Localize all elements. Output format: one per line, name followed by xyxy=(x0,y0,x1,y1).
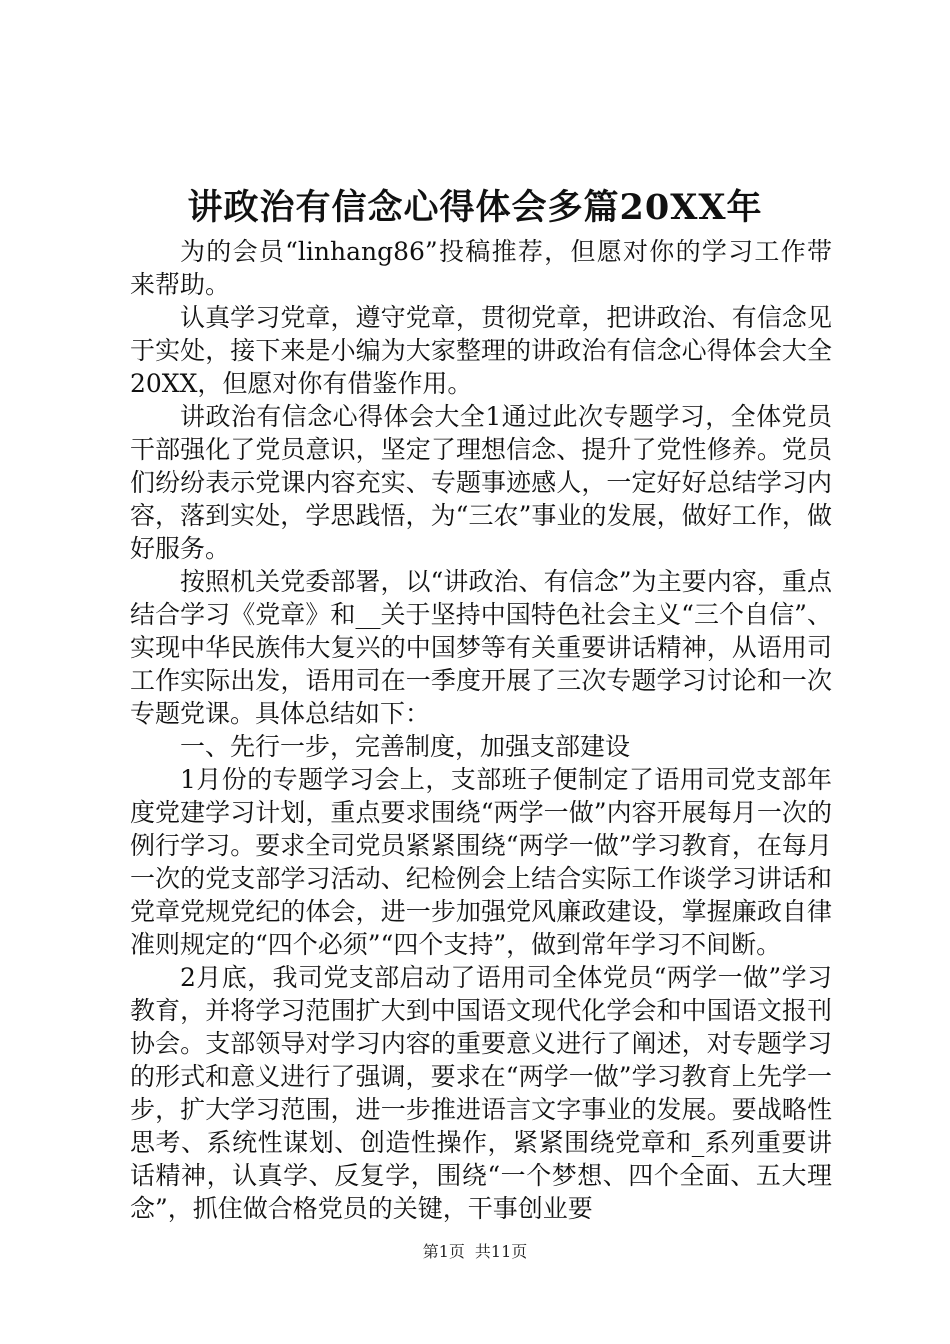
paragraph-intro: 为的会员“linhang86”投稿推荐，但愿对你的学习工作带来帮助。 xyxy=(130,237,832,299)
page-total: 共11页 xyxy=(474,1242,528,1261)
paragraph-part-1: 讲政治有信念心得体会大全1通过此次专题学习，全体党员干部强化了党员意识，坚定了理想信念、提升了党性修养。党员们纷纷表示党课内容充实、专题事迹感人，一定好好总结学习内容，落到实处，学思践悟，为“三农”事业的发展，做好工作，做好服务。 xyxy=(130,402,832,563)
page-footer xyxy=(0,1241,950,1263)
paragraph-january: 1月份的专题学习会上，支部班子便制定了语用司党支部年度党建学习计划，重点要求围绕“两学一做”内容开展每月一次的例行学习。要求全司党员紧紧围绕“两学一做”学习教育，在每月一次的党支部学习活动、纪检例会上结合实际工作谈学习讲话和党章党规党纪的体会，进一步加强党风廉政建设，掌握廉政自律准则规定的“四个必须”“四个支持”，做到常年学习不间断。 xyxy=(130,765,832,959)
section-heading: 一、先行一步，完善制度，加强支部建设 xyxy=(180,732,631,761)
document-title: 讲政治有信念心得体会多篇20XX年 xyxy=(187,187,763,228)
document-body xyxy=(130,235,832,1225)
paragraph-february: 2月底，我司党支部启动了语用司全体党员“两学一做”学习教育，并将学习范围扩大到中国语文现代化学会和中国语文报刊协会。支部领导对学习内容的重要意义进行了阐述，对专题学习的形式和意义进行了强调，要求在“两学一做”学习教育上先学一步，扩大学习范围，进一步推进语言文字事业的发展。要战略性思考、系统性谋划、创造性操作，紧紧围绕党章和_系列重要讲话精神，认真学、反复学，围绕“一个梦想、四个全面、五大理念”，抓住做合格党员的关键，干事创业要 xyxy=(130,963,832,1223)
paragraph-deployment: 按照机关党委部署，以“讲政治、有信念”为主要内容，重点结合学习《党章》和__关于坚持中国特色社会主义“三个自信”、实现中华民族伟大复兴的中国梦等有关重要讲话精神，从语用司工作实际出发，语用司在一季度开展了三次专题学习讨论和一次专题党课。具体总结如下： xyxy=(130,567,832,728)
paragraph-preface: 认真学习党章，遵守党章，贯彻党章，把讲政治、有信念见于实处，接下来是小编为大家整理的讲政治有信念心得体会大全20XX，但愿对你有借鉴作用。 xyxy=(130,303,832,398)
page-number: 第1页 xyxy=(422,1242,465,1261)
